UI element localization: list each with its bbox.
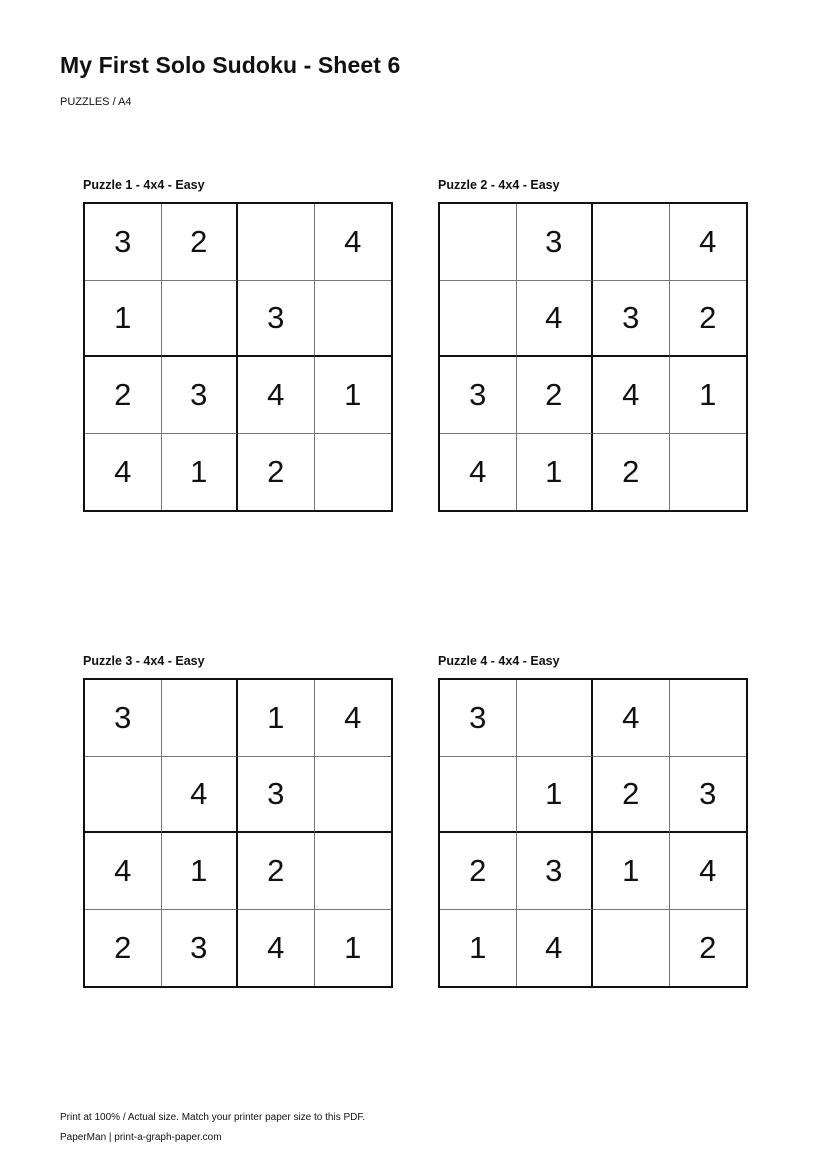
puzzle-1 bbox=[83, 178, 393, 512]
sudoku-cell: 2 bbox=[85, 910, 162, 987]
sudoku-cell: 3 bbox=[238, 757, 315, 834]
page-subtitle: PUZZLES / A4 bbox=[60, 96, 132, 108]
sudoku-cell bbox=[162, 281, 239, 358]
sudoku-cell: 4 bbox=[85, 434, 162, 511]
sudoku-cell: 4 bbox=[162, 757, 239, 834]
sudoku-cell: 4 bbox=[85, 833, 162, 910]
sudoku-cell: 2 bbox=[699, 930, 717, 966]
puzzle-label: Puzzle 4 - 4x4 - Easy bbox=[438, 654, 560, 668]
sudoku-cell: 4 bbox=[593, 357, 670, 434]
sudoku-cell bbox=[670, 680, 747, 757]
sudoku-cell: 4 bbox=[238, 357, 315, 434]
footer-print-note: Print at 100% / Actual size. Match your printer paper size to this PDF. bbox=[60, 1112, 366, 1123]
sudoku-cell: 3 bbox=[85, 204, 162, 281]
sudoku-cell: 3 bbox=[440, 680, 517, 757]
sudoku-cell: 1 bbox=[593, 833, 670, 910]
sudoku-cell bbox=[440, 757, 517, 834]
sudoku-grid bbox=[438, 678, 748, 988]
sudoku-cell: 4 bbox=[670, 833, 747, 910]
sudoku-cell: 1 bbox=[162, 833, 239, 910]
sudoku-cell: 4 bbox=[593, 680, 670, 757]
sudoku-cell: 1 bbox=[440, 910, 517, 987]
sudoku-cell bbox=[315, 833, 392, 910]
sudoku-cell: 1 bbox=[517, 757, 594, 834]
sudoku-grid bbox=[438, 202, 748, 512]
sudoku-cell: 2 bbox=[238, 833, 315, 910]
page-title: My First Solo Sudoku - Sheet 6 bbox=[60, 52, 401, 78]
sudoku-cell: 2 bbox=[593, 757, 670, 834]
sudoku-cell bbox=[593, 910, 670, 987]
puzzle-3 bbox=[83, 654, 393, 988]
sudoku-cell: 4 bbox=[315, 204, 392, 281]
sudoku-cell: 4 bbox=[670, 204, 747, 281]
sudoku-cell: 2 bbox=[517, 357, 594, 434]
sudoku-cell: 3 bbox=[162, 357, 239, 434]
sudoku-cell: 3 bbox=[517, 833, 594, 910]
sudoku-cell: 4 bbox=[315, 680, 392, 757]
sudoku-cell: 1 bbox=[162, 434, 239, 511]
sudoku-cell: 4 bbox=[517, 910, 594, 987]
sudoku-cell: 3 bbox=[593, 281, 670, 358]
sudoku-cell: 4 bbox=[517, 281, 594, 358]
sudoku-cell: 2 bbox=[162, 204, 239, 281]
sudoku-cell: 1 bbox=[517, 434, 594, 511]
sudoku-cell bbox=[162, 680, 239, 757]
sudoku-cell: 2 bbox=[440, 833, 517, 910]
footer-brand: PaperMan | print-a-graph-paper.com bbox=[60, 1132, 222, 1143]
sudoku-cell bbox=[670, 434, 747, 511]
sudoku-cell: 2 bbox=[670, 281, 747, 358]
sudoku-cell: 3 bbox=[238, 281, 315, 358]
puzzle-2 bbox=[438, 178, 748, 512]
sudoku-cell bbox=[315, 281, 392, 358]
puzzle-label: Puzzle 2 - 4x4 - Easy bbox=[438, 178, 560, 192]
sudoku-cell: 1 bbox=[344, 930, 362, 966]
sudoku-cell: 3 bbox=[440, 357, 517, 434]
sudoku-cell bbox=[440, 204, 517, 281]
sudoku-cell bbox=[593, 204, 670, 281]
sudoku-cell: 1 bbox=[670, 357, 747, 434]
puzzle-label: Puzzle 1 - 4x4 - Easy bbox=[83, 178, 205, 192]
sudoku-cell: 1 bbox=[85, 281, 162, 358]
sudoku-cell bbox=[85, 757, 162, 834]
puzzle-label: Puzzle 3 - 4x4 - Easy bbox=[83, 654, 205, 668]
sudoku-cell: 3 bbox=[517, 204, 594, 281]
sudoku-cell: 3 bbox=[162, 910, 239, 987]
sudoku-cell bbox=[315, 434, 392, 511]
sudoku-cell: 2 bbox=[238, 434, 315, 511]
sudoku-grid bbox=[83, 678, 393, 988]
sudoku-cell: 1 bbox=[238, 680, 315, 757]
sudoku-cell bbox=[315, 757, 392, 834]
sudoku-cell: 3 bbox=[85, 680, 162, 757]
sudoku-cell bbox=[440, 281, 517, 358]
puzzle-4 bbox=[438, 654, 748, 988]
sudoku-cell: 2 bbox=[593, 434, 670, 511]
sudoku-cell: 2 bbox=[85, 357, 162, 434]
sudoku-cell bbox=[238, 204, 315, 281]
sudoku-cell bbox=[517, 680, 594, 757]
sudoku-cell: 4 bbox=[238, 910, 315, 987]
sudoku-cell: 4 bbox=[440, 434, 517, 511]
sudoku-grid bbox=[83, 202, 393, 512]
sudoku-cell: 1 bbox=[315, 357, 392, 434]
sudoku-cell: 3 bbox=[670, 757, 747, 834]
